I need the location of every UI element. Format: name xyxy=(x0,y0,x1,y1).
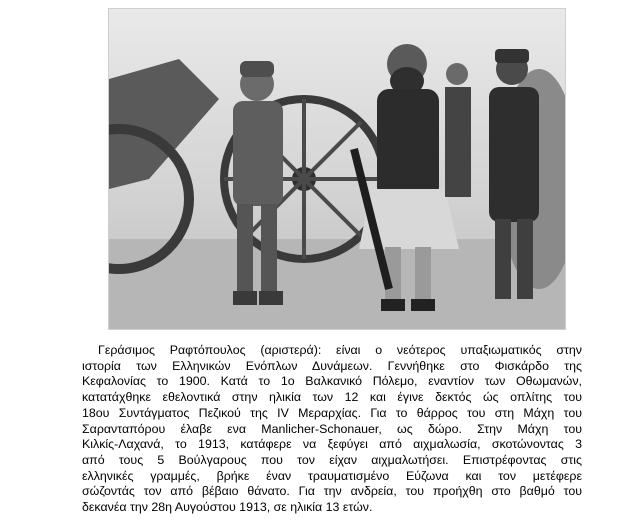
caption-line: Σαρανταπόρου έλαβε ενα Manlicher-Schonauer, ως δώρο. Στην Μάχη του xyxy=(82,421,582,436)
caption-line: 18ου Συντάγματος Πεζικού της IV Μεραρχίας. Για το θάρρος του στη Μάχη του xyxy=(82,405,582,420)
photograph-illustration xyxy=(109,9,565,329)
caption-line: Κεφαλονίας το 1900. Κατά το 1ο Βαλκανικό Πόλεμο, εναντίον των Οθωμανών, xyxy=(82,374,582,389)
historical-photograph xyxy=(108,8,566,330)
caption-line: δεκανέα την 28η Αυγούστου 1913, σε ηλικία 13 ετών. xyxy=(82,500,373,515)
photo-caption xyxy=(82,343,582,516)
caption-line: από τους 5 Βούλγαρους που τον είχαν αιχμαλωτήσει. Επιστρέφοντας στις xyxy=(82,452,582,467)
caption-line: σώζοντάς τον από βέβαιο θάνατο. Για την ανδρεία, του προήχθη στο βαθμό του xyxy=(82,484,582,499)
caption-line: ιστορία των Ελληνικών Ενόπλων Δυνάμεων. Γεννήθηκε στο Φισκάρδο της xyxy=(82,358,582,373)
cannon-body xyxy=(109,59,219,189)
caption-line: Γεράσιμος Ραφτόπουλος (αριστερά): είναι ο νεότερος υπαξιωματικός στην xyxy=(98,343,582,357)
caption-line: ελληνικές γραμμές, βρήκε έναν τραυματισμένο Εύζωνα και τον μετέφερε xyxy=(82,468,582,483)
caption-line: κατατάχθηκε εθελοντικά στην ηλικία των 12 και έγινε δεκτός ώς οπλίτης του xyxy=(82,390,582,405)
caption-line: Κιλκίς-Λαχανά, το 1913, κατάφερε να ξεφύγει από αιχμαλωσία, σκοτώνοντας 3 xyxy=(82,437,582,452)
